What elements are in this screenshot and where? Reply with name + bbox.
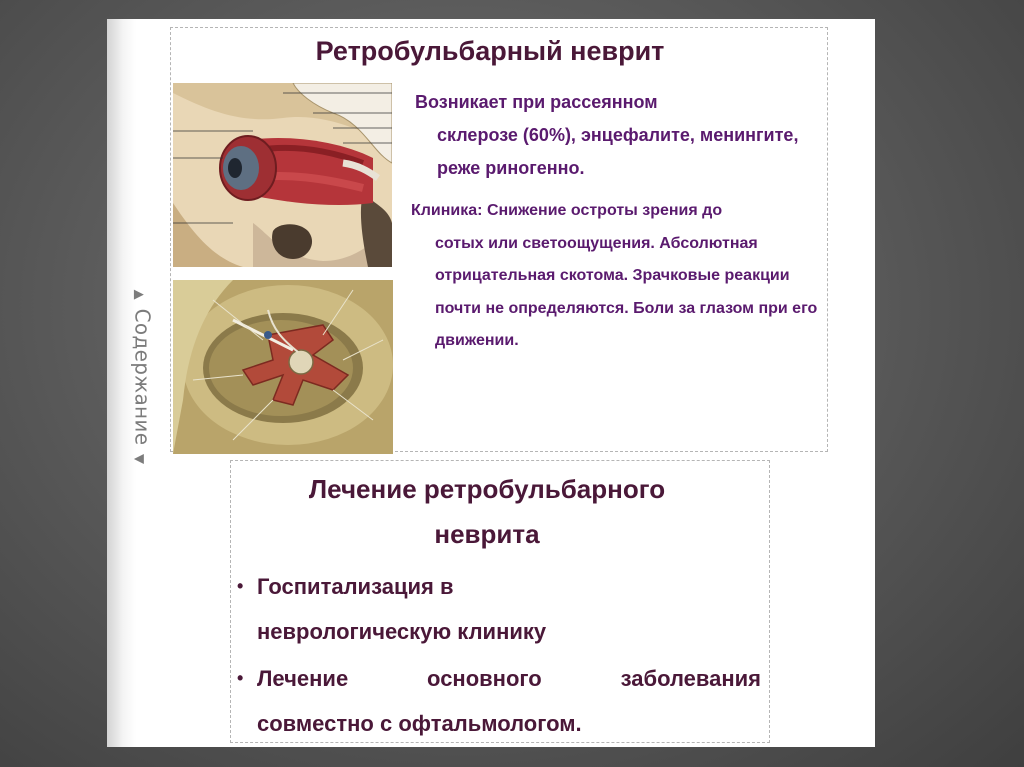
clinic-rest: сотых или светоощущения. Абсолютная отрицательная скотома. Зрачковые реакции почти не определяются. Боли за глазом при его движении.: [435, 234, 818, 349]
triangle-down-icon: ▼: [131, 453, 146, 464]
treatment-title-line2: неврита: [434, 519, 540, 549]
contents-side-tab[interactable]: [107, 19, 160, 747]
treatment-block: [230, 460, 770, 743]
bullet-icon: •: [237, 668, 244, 688]
bullet-icon: •: [237, 576, 244, 596]
etiology-rest: склерозе (60%), энцефалите, менингите, реже риногенно.: [437, 125, 799, 178]
list-item: [237, 564, 761, 654]
list-item-line2: совместно с офтальмологом.: [257, 711, 582, 736]
treatment-list: [237, 564, 761, 748]
contents-tab-label[interactable]: [129, 269, 155, 484]
etiology-first-line: Возникает при рассеянном: [415, 92, 658, 112]
contents-label-text: Содержание: [130, 308, 154, 445]
list-item-line1: Лечение основного заболевания: [257, 666, 761, 691]
list-item-line1: Госпитализация в: [257, 574, 454, 599]
treatment-title: [217, 467, 757, 557]
orbit-anatomy-image: [173, 83, 392, 267]
clinic-first-line: Клиника: Снижение остроты зрения до: [411, 202, 723, 219]
page-title: Ретробульбарный неврит: [315, 36, 665, 66]
clinic-paragraph: [411, 195, 826, 358]
top-content-block: [170, 27, 828, 452]
slide: [107, 19, 875, 747]
list-item-line2: неврологическую клинику: [257, 619, 547, 644]
orbit-dissection-image: [173, 280, 393, 454]
list-item: [237, 656, 761, 746]
treatment-title-line1: Лечение ретробульбарного: [308, 474, 666, 504]
triangle-up-icon: ▲: [131, 289, 146, 300]
etiology-paragraph: [415, 86, 815, 185]
